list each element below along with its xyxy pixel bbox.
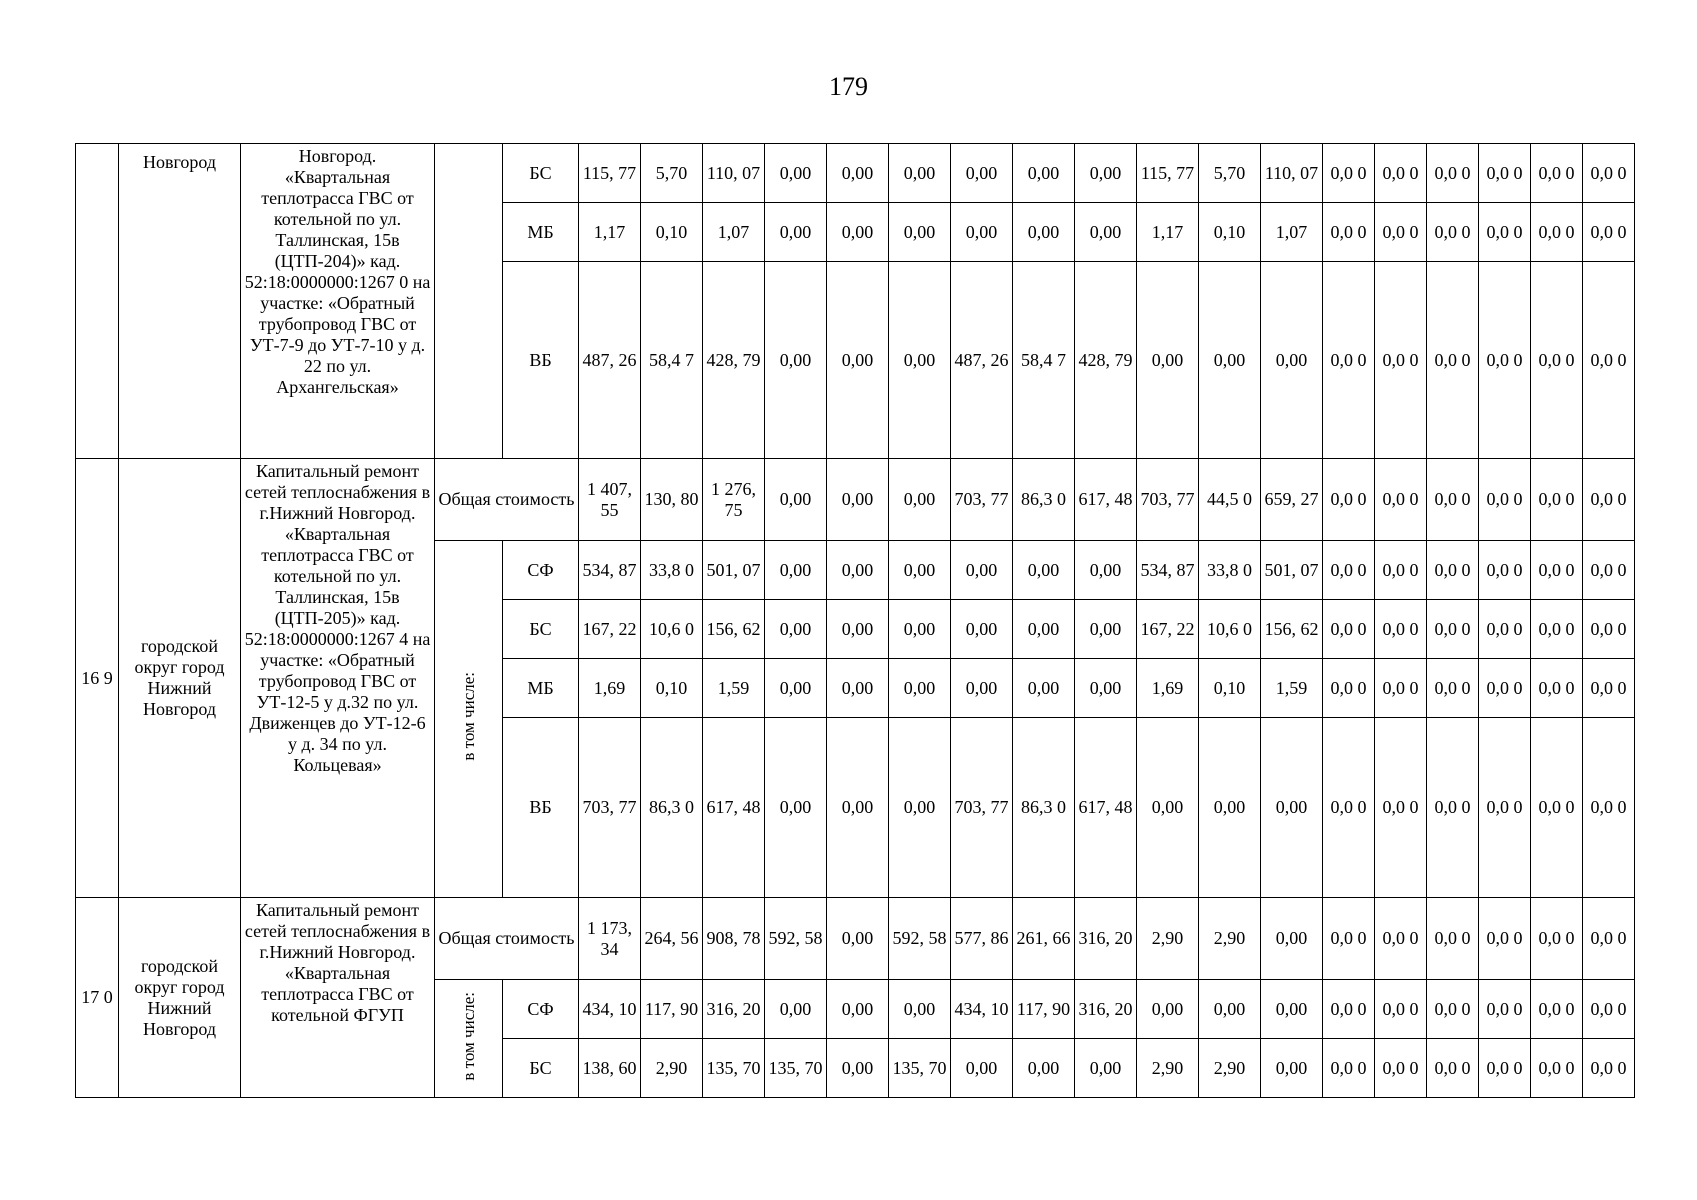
- value-cell: 703, 77: [951, 459, 1013, 541]
- value-cell: 0,0 0: [1323, 659, 1375, 718]
- value-cell: 659, 27: [1261, 459, 1323, 541]
- value-cell: 0,0 0: [1531, 718, 1583, 898]
- value-cell: 0,00: [1199, 718, 1261, 898]
- value-cell: 501, 07: [703, 541, 765, 600]
- value-cell: 0,00: [1137, 718, 1199, 898]
- value-cell: 0,00: [1013, 144, 1075, 203]
- value-cell: 592, 58: [889, 898, 951, 980]
- value-cell: 110, 07: [1261, 144, 1323, 203]
- value-cell: 0,0 0: [1531, 659, 1583, 718]
- value-cell: 0,0 0: [1583, 898, 1635, 980]
- value-cell: 434, 10: [579, 980, 641, 1039]
- value-cell: 0,00: [1075, 1039, 1137, 1098]
- value-cell: 0,00: [1075, 659, 1137, 718]
- value-cell: 33,8 0: [641, 541, 703, 600]
- value-cell: 0,0 0: [1531, 1039, 1583, 1098]
- object-description: Капитальный ремонт сетей теплоснабжения в г.Нижний Новгород. «Квартальная теплотрасса ГВС от котельной ФГУП: [241, 898, 435, 1098]
- value-cell: 0,00: [889, 203, 951, 262]
- value-cell: 0,00: [1137, 262, 1199, 459]
- value-cell: 5,70: [641, 144, 703, 203]
- value-cell: 0,0 0: [1427, 980, 1479, 1039]
- value-cell: 0,0 0: [1375, 898, 1427, 980]
- value-cell: 0,0 0: [1479, 600, 1531, 659]
- value-cell: 261, 66: [1013, 898, 1075, 980]
- value-cell: 0,0 0: [1479, 659, 1531, 718]
- value-cell: 58,4 7: [1013, 262, 1075, 459]
- value-cell: 1,17: [579, 203, 641, 262]
- value-cell: 0,0 0: [1531, 898, 1583, 980]
- value-cell: 0,00: [1261, 980, 1323, 1039]
- source-label: БС: [503, 144, 579, 203]
- value-cell: 0,00: [827, 659, 889, 718]
- value-cell: 0,00: [951, 144, 1013, 203]
- value-cell: 534, 87: [1137, 541, 1199, 600]
- value-cell: 2,90: [1199, 898, 1261, 980]
- value-cell: 316, 20: [1075, 898, 1137, 980]
- subgroup-cell: [435, 980, 503, 1098]
- value-cell: 0,0 0: [1323, 898, 1375, 980]
- value-cell: 0,0 0: [1583, 600, 1635, 659]
- value-cell: 0,0 0: [1479, 898, 1531, 980]
- value-cell: 0,00: [827, 144, 889, 203]
- value-cell: 1 173, 34: [579, 898, 641, 980]
- value-cell: 110, 07: [703, 144, 765, 203]
- value-cell: 0,00: [1013, 659, 1075, 718]
- value-cell: 33,8 0: [1199, 541, 1261, 600]
- value-cell: 908, 78: [703, 898, 765, 980]
- total-cost-label: Общая стоимость: [435, 898, 579, 980]
- value-cell: 0,0 0: [1375, 718, 1427, 898]
- value-cell: 135, 70: [889, 1039, 951, 1098]
- value-cell: 0,0 0: [1323, 980, 1375, 1039]
- source-label: СФ: [503, 541, 579, 600]
- value-cell: 156, 62: [1261, 600, 1323, 659]
- value-cell: 0,0 0: [1375, 203, 1427, 262]
- value-cell: 0,0 0: [1583, 980, 1635, 1039]
- value-cell: 617, 48: [703, 718, 765, 898]
- value-cell: 0,0 0: [1323, 459, 1375, 541]
- value-cell: 703, 77: [951, 718, 1013, 898]
- value-cell: 0,0 0: [1375, 1039, 1427, 1098]
- value-cell: 0,0 0: [1479, 541, 1531, 600]
- value-cell: 117, 90: [1013, 980, 1075, 1039]
- value-cell: 0,00: [1013, 1039, 1075, 1098]
- value-cell: 0,00: [889, 459, 951, 541]
- table-row: [76, 459, 1635, 541]
- value-cell: 316, 20: [1075, 980, 1137, 1039]
- value-cell: 0,00: [1075, 541, 1137, 600]
- row-number: 17 0: [76, 898, 119, 1098]
- value-cell: 0,00: [827, 541, 889, 600]
- value-cell: 2,90: [1137, 1039, 1199, 1098]
- value-cell: 0,00: [827, 262, 889, 459]
- value-cell: 0,00: [889, 659, 951, 718]
- value-cell: 0,00: [889, 144, 951, 203]
- value-cell: 0,0 0: [1479, 262, 1531, 459]
- value-cell: 0,00: [1199, 980, 1261, 1039]
- value-cell: 0,10: [641, 659, 703, 718]
- source-label: БС: [503, 600, 579, 659]
- value-cell: 0,0 0: [1427, 262, 1479, 459]
- value-cell: 0,0 0: [1479, 980, 1531, 1039]
- source-label: ВБ: [503, 718, 579, 898]
- value-cell: 0,00: [765, 459, 827, 541]
- value-cell: 2,90: [1199, 1039, 1261, 1098]
- value-cell: 0,0 0: [1375, 541, 1427, 600]
- value-cell: 0,0 0: [1583, 659, 1635, 718]
- value-cell: 0,00: [765, 718, 827, 898]
- value-cell: 316, 20: [703, 980, 765, 1039]
- source-label: СФ: [503, 980, 579, 1039]
- value-cell: 1 407, 55: [579, 459, 641, 541]
- value-cell: 86,3 0: [641, 718, 703, 898]
- value-cell: 5,70: [1199, 144, 1261, 203]
- value-cell: 0,0 0: [1479, 718, 1531, 898]
- value-cell: 1,07: [1261, 203, 1323, 262]
- value-cell: 0,00: [951, 1039, 1013, 1098]
- value-cell: 487, 26: [951, 262, 1013, 459]
- value-cell: 0,0 0: [1375, 262, 1427, 459]
- value-cell: 592, 58: [765, 898, 827, 980]
- value-cell: 0,0 0: [1583, 144, 1635, 203]
- value-cell: 1,69: [1137, 659, 1199, 718]
- subgroup-cell: [435, 541, 503, 898]
- value-cell: 1,17: [1137, 203, 1199, 262]
- value-cell: 156, 62: [703, 600, 765, 659]
- value-cell: 86,3 0: [1013, 459, 1075, 541]
- value-cell: 0,0 0: [1479, 1039, 1531, 1098]
- value-cell: 0,10: [1199, 203, 1261, 262]
- value-cell: 1,69: [579, 659, 641, 718]
- value-cell: 2,90: [641, 1039, 703, 1098]
- value-cell: 577, 86: [951, 898, 1013, 980]
- value-cell: 501, 07: [1261, 541, 1323, 600]
- value-cell: 0,00: [827, 459, 889, 541]
- value-cell: 0,0 0: [1323, 262, 1375, 459]
- value-cell: 1,59: [703, 659, 765, 718]
- value-cell: 0,00: [951, 659, 1013, 718]
- value-cell: 0,00: [1261, 262, 1323, 459]
- value-cell: 0,00: [765, 144, 827, 203]
- value-cell: 703, 77: [1137, 459, 1199, 541]
- value-cell: 0,00: [889, 262, 951, 459]
- source-label: ВБ: [503, 262, 579, 459]
- subgroup-label: в том числе:: [459, 991, 478, 1081]
- value-cell: 0,0 0: [1375, 980, 1427, 1039]
- value-cell: 0,0 0: [1479, 459, 1531, 541]
- value-cell: 0,0 0: [1531, 459, 1583, 541]
- value-cell: 0,00: [827, 600, 889, 659]
- value-cell: 0,0 0: [1323, 541, 1375, 600]
- value-cell: 0,0 0: [1427, 1039, 1479, 1098]
- municipality-cell: Новгород: [119, 144, 241, 459]
- value-cell: 0,00: [1075, 600, 1137, 659]
- value-cell: 0,0 0: [1583, 262, 1635, 459]
- value-cell: 0,00: [951, 203, 1013, 262]
- value-cell: 2,90: [1137, 898, 1199, 980]
- value-cell: 617, 48: [1075, 459, 1137, 541]
- value-cell: 0,00: [1013, 203, 1075, 262]
- value-cell: 0,00: [889, 600, 951, 659]
- value-cell: 0,00: [1199, 262, 1261, 459]
- financing-table: [75, 143, 1635, 1098]
- value-cell: 0,0 0: [1479, 144, 1531, 203]
- value-cell: 0,0 0: [1375, 459, 1427, 541]
- value-cell: 0,0 0: [1583, 1039, 1635, 1098]
- value-cell: 117, 90: [641, 980, 703, 1039]
- municipality-cell: городской округ город Нижний Новгород: [119, 459, 241, 898]
- value-cell: 0,00: [765, 600, 827, 659]
- source-label: МБ: [503, 203, 579, 262]
- value-cell: 115, 77: [1137, 144, 1199, 203]
- value-cell: 0,0 0: [1531, 144, 1583, 203]
- value-cell: 0,00: [827, 898, 889, 980]
- value-cell: 0,0 0: [1583, 203, 1635, 262]
- value-cell: 0,0 0: [1531, 262, 1583, 459]
- value-cell: 0,00: [765, 262, 827, 459]
- value-cell: 0,00: [827, 203, 889, 262]
- object-description: Новгород. «Квартальная теплотрасса ГВС от котельной по ул. Таллинская, 15в (ЦТП-204)» кад. 52:18:0000000:1267 0 на участке: «Обратный трубопровод ГВС от УТ-7-9 до УТ-7-10 у д. 22 по ул. Архангельская»: [241, 144, 435, 459]
- value-cell: 0,10: [641, 203, 703, 262]
- value-cell: 0,0 0: [1583, 541, 1635, 600]
- value-cell: 428, 79: [703, 262, 765, 459]
- value-cell: 434, 10: [951, 980, 1013, 1039]
- value-cell: 115, 77: [579, 144, 641, 203]
- value-cell: 0,00: [1075, 203, 1137, 262]
- value-cell: 138, 60: [579, 1039, 641, 1098]
- value-cell: 135, 70: [765, 1039, 827, 1098]
- value-cell: 0,0 0: [1427, 459, 1479, 541]
- value-cell: 44,5 0: [1199, 459, 1261, 541]
- value-cell: 0,00: [765, 659, 827, 718]
- value-cell: 0,00: [1261, 1039, 1323, 1098]
- subgroup-label: в том числе:: [459, 672, 478, 761]
- value-cell: 0,0 0: [1531, 600, 1583, 659]
- value-cell: 0,00: [1075, 144, 1137, 203]
- value-cell: 0,00: [1261, 718, 1323, 898]
- value-cell: 0,0 0: [1427, 600, 1479, 659]
- value-cell: 1,59: [1261, 659, 1323, 718]
- value-cell: 0,0 0: [1323, 203, 1375, 262]
- value-cell: 264, 56: [641, 898, 703, 980]
- value-cell: 0,0 0: [1323, 718, 1375, 898]
- value-cell: 167, 22: [579, 600, 641, 659]
- page-number: 179: [829, 72, 868, 101]
- value-cell: 0,0 0: [1531, 203, 1583, 262]
- value-cell: 1,07: [703, 203, 765, 262]
- value-cell: 0,0 0: [1375, 600, 1427, 659]
- value-cell: 0,00: [765, 541, 827, 600]
- value-cell: 0,00: [1137, 980, 1199, 1039]
- value-cell: 0,0 0: [1427, 898, 1479, 980]
- row-number: 16 9: [76, 459, 119, 898]
- value-cell: 0,00: [951, 541, 1013, 600]
- value-cell: 1 276, 75: [703, 459, 765, 541]
- value-cell: 0,0 0: [1323, 600, 1375, 659]
- source-label: БС: [503, 1039, 579, 1098]
- row-number: [76, 144, 119, 459]
- value-cell: 0,0 0: [1583, 718, 1635, 898]
- value-cell: 0,00: [1013, 541, 1075, 600]
- value-cell: 0,00: [889, 718, 951, 898]
- value-cell: 0,00: [827, 980, 889, 1039]
- value-cell: 0,0 0: [1583, 459, 1635, 541]
- value-cell: 0,0 0: [1427, 144, 1479, 203]
- value-cell: 0,00: [1013, 600, 1075, 659]
- value-cell: 10,6 0: [1199, 600, 1261, 659]
- value-cell: 0,00: [889, 980, 951, 1039]
- value-cell: 0,00: [765, 980, 827, 1039]
- value-cell: 135, 70: [703, 1039, 765, 1098]
- value-cell: 0,00: [827, 1039, 889, 1098]
- value-cell: 0,0 0: [1479, 203, 1531, 262]
- value-cell: 0,00: [1261, 898, 1323, 980]
- subgroup-cell: [435, 144, 503, 459]
- value-cell: 0,10: [1199, 659, 1261, 718]
- value-cell: 0,0 0: [1531, 980, 1583, 1039]
- value-cell: 10,6 0: [641, 600, 703, 659]
- value-cell: 0,0 0: [1323, 144, 1375, 203]
- value-cell: 487, 26: [579, 262, 641, 459]
- table-row: [76, 144, 1635, 203]
- value-cell: 167, 22: [1137, 600, 1199, 659]
- value-cell: 0,0 0: [1375, 659, 1427, 718]
- total-cost-label: Общая стоимость: [435, 459, 579, 541]
- value-cell: 534, 87: [579, 541, 641, 600]
- value-cell: 0,0 0: [1427, 203, 1479, 262]
- value-cell: 0,00: [827, 718, 889, 898]
- value-cell: 58,4 7: [641, 262, 703, 459]
- value-cell: 0,0 0: [1427, 659, 1479, 718]
- value-cell: 130, 80: [641, 459, 703, 541]
- source-label: МБ: [503, 659, 579, 718]
- value-cell: 0,00: [765, 203, 827, 262]
- value-cell: 0,0 0: [1323, 1039, 1375, 1098]
- value-cell: 0,0 0: [1375, 144, 1427, 203]
- value-cell: 0,0 0: [1427, 541, 1479, 600]
- value-cell: 617, 48: [1075, 718, 1137, 898]
- value-cell: 0,0 0: [1427, 718, 1479, 898]
- value-cell: 86,3 0: [1013, 718, 1075, 898]
- value-cell: 0,00: [889, 541, 951, 600]
- value-cell: 0,0 0: [1531, 541, 1583, 600]
- table-row: [76, 898, 1635, 980]
- value-cell: 703, 77: [579, 718, 641, 898]
- object-description: Капитальный ремонт сетей теплоснабжения в г.Нижний Новгород. «Квартальная теплотрасса ГВС от котельной по ул. Таллинская, 15в (ЦТП-205)» кад. 52:18:0000000:1267 4 на участке: «Обратный трубопровод ГВС от УТ-12-5 у д.32 по ул. Движенцев до УТ-12-6 у д. 34 по ул. Кольцевая»: [241, 459, 435, 898]
- value-cell: 428, 79: [1075, 262, 1137, 459]
- value-cell: 0,00: [951, 600, 1013, 659]
- municipality-cell: городской округ город Нижний Новгород: [119, 898, 241, 1098]
